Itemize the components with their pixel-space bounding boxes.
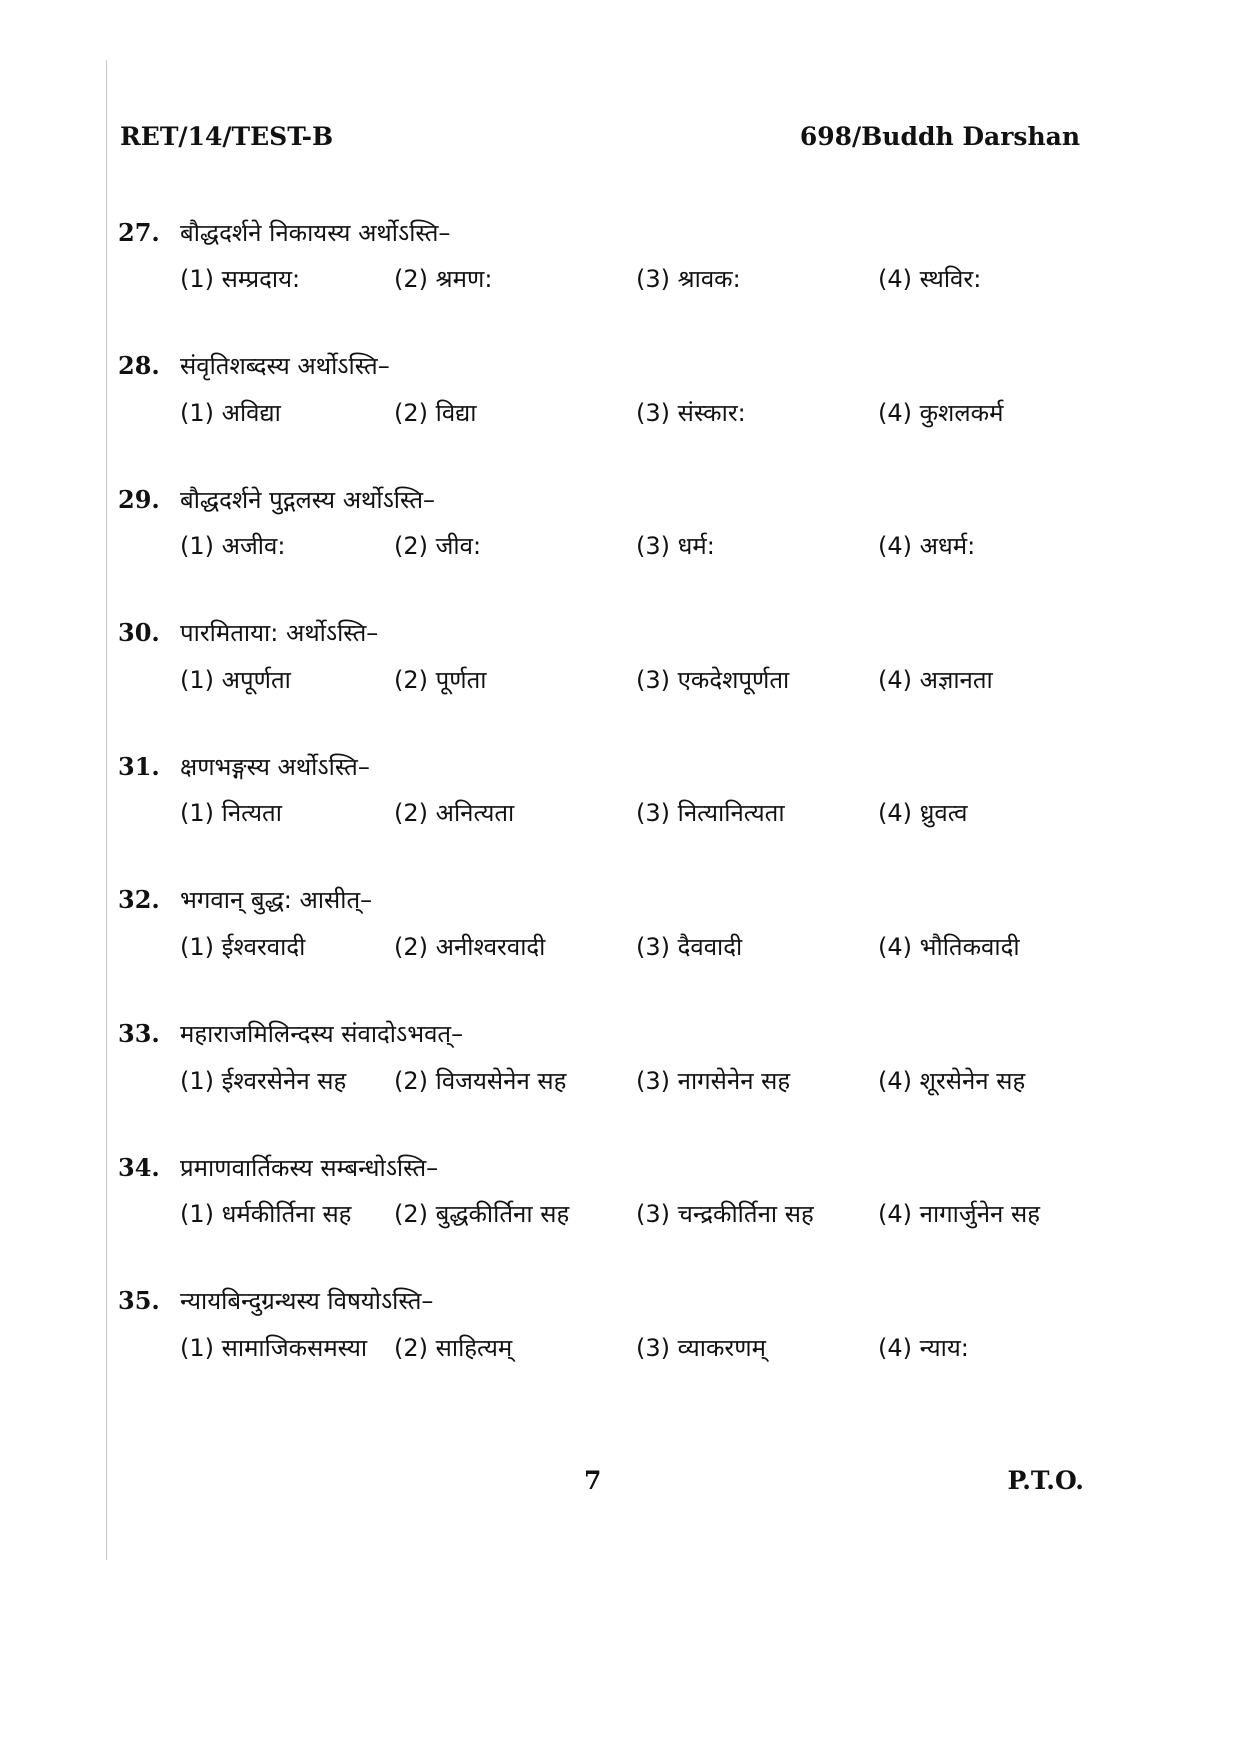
option-3: (3) श्रावक: [636, 265, 741, 293]
question-list [118, 212, 1098, 1414]
option-1: (1) धर्मकीर्तिना सह [180, 1200, 352, 1229]
question-item [118, 613, 1098, 747]
option-1: (1) सम्प्रदाय: [180, 265, 301, 293]
option-3: (3) व्याकरणम् [636, 1333, 766, 1362]
scan-margin-line [106, 60, 107, 1560]
question-item [118, 1147, 1098, 1281]
option-4: (4) ध्रुवत्व [878, 799, 968, 828]
question-number: 31. [118, 751, 160, 781]
option-1: (1) अजीव: [180, 532, 286, 561]
question-item [118, 1281, 1098, 1415]
option-4: (4) भौतिकवादी [878, 932, 1020, 961]
option-2: (2) श्रमण: [394, 265, 493, 293]
question-number: 27. [118, 217, 160, 247]
option-2: (2) जीव: [394, 532, 482, 561]
question-item [118, 346, 1098, 480]
question-number: 28. [118, 351, 160, 381]
question-item [118, 212, 1098, 346]
option-row [180, 1064, 1098, 1104]
option-row [180, 529, 1098, 569]
question-number: 29. [118, 484, 160, 514]
option-2: (2) पूर्णता [394, 665, 487, 694]
option-1: (1) ईश्वरवादी [180, 932, 306, 961]
option-2: (2) विद्या [394, 398, 477, 427]
question-item [118, 880, 1098, 1014]
question-number: 33. [118, 1019, 160, 1049]
question-text: महाराजमिलिन्दस्य संवादोऽभवत्– [180, 1020, 464, 1049]
question-number: 32. [118, 885, 160, 915]
question-text: पारमिताया: अर्थोऽस्ति– [180, 619, 379, 648]
option-3: (3) एकदेशपूर्णता [636, 665, 790, 694]
option-1: (1) अपूर्णता [180, 665, 291, 694]
option-4: (4) अज्ञानता [878, 665, 993, 694]
question-text: प्रमाणवार्तिकस्य सम्बन्धोऽस्ति– [180, 1153, 439, 1182]
option-2: (2) साहित्यम् [394, 1333, 513, 1362]
subject-code: 698/Buddh Darshan [799, 122, 1080, 151]
option-3: (3) संस्कार: [636, 398, 746, 427]
option-4: (4) न्याय: [878, 1333, 969, 1362]
option-row [180, 1197, 1098, 1237]
option-1: (1) नित्यता [180, 799, 282, 828]
exam-code: RET/14/TEST-B [120, 122, 334, 151]
option-4: (4) कुशलकर्म [878, 398, 1004, 427]
option-3: (3) चन्द्रकीर्तिना सह [636, 1200, 814, 1229]
question-number: 35. [118, 1286, 160, 1316]
option-1: (1) सामाजिकसमस्या [180, 1333, 368, 1362]
question-text: बौद्धदर्शने निकायस्य अर्थोऽस्ति– [180, 218, 451, 247]
question-number: 34. [118, 1152, 160, 1182]
option-row [180, 1331, 1098, 1371]
option-row [180, 930, 1098, 970]
option-row [180, 796, 1098, 836]
option-4: (4) शूरसेनेन सह [878, 1066, 1026, 1095]
option-2: (2) विजयसेनेन सह [394, 1066, 567, 1095]
question-item [118, 479, 1098, 613]
question-text: भगवान् बुद्ध: आसीत्– [180, 886, 373, 915]
option-3: (3) नित्यानित्यता [636, 799, 785, 828]
option-row [180, 262, 1098, 302]
option-3: (3) दैववादी [636, 932, 743, 961]
option-2: (2) अनीश्वरवादी [394, 932, 546, 961]
option-4: (4) नागार्जुनेन सह [878, 1200, 1040, 1229]
option-3: (3) धर्म: [636, 532, 715, 561]
option-2: (2) बुद्धकीर्तिना सह [394, 1200, 570, 1229]
option-1: (1) ईश्वरसेनेन सह [180, 1066, 347, 1095]
page-number: 7 [584, 1466, 602, 1495]
question-text: न्यायबिन्दुग्रन्थस्य विषयोऽस्ति– [180, 1287, 434, 1316]
question-text: बौद्धदर्शने पुद्गलस्य अर्थोऽस्ति– [180, 485, 436, 514]
option-row [180, 663, 1098, 703]
option-4: (4) स्थविर: [878, 265, 982, 293]
question-text: क्षणभङ्गस्य अर्थोऽस्ति– [180, 752, 370, 781]
option-4: (4) अधर्म: [878, 532, 976, 561]
question-item [118, 1014, 1098, 1148]
question-number: 30. [118, 618, 160, 648]
option-2: (2) अनित्यता [394, 799, 515, 828]
page-header [120, 122, 1080, 162]
please-turn-over: P.T.O. [1007, 1466, 1084, 1495]
question-item [118, 746, 1098, 880]
option-1: (1) अविद्या [180, 398, 281, 427]
question-text: संवृतिशब्दस्य अर्थोऽस्ति– [180, 352, 390, 381]
option-3: (3) नागसेनेन सह [636, 1066, 791, 1095]
option-row [180, 396, 1098, 436]
